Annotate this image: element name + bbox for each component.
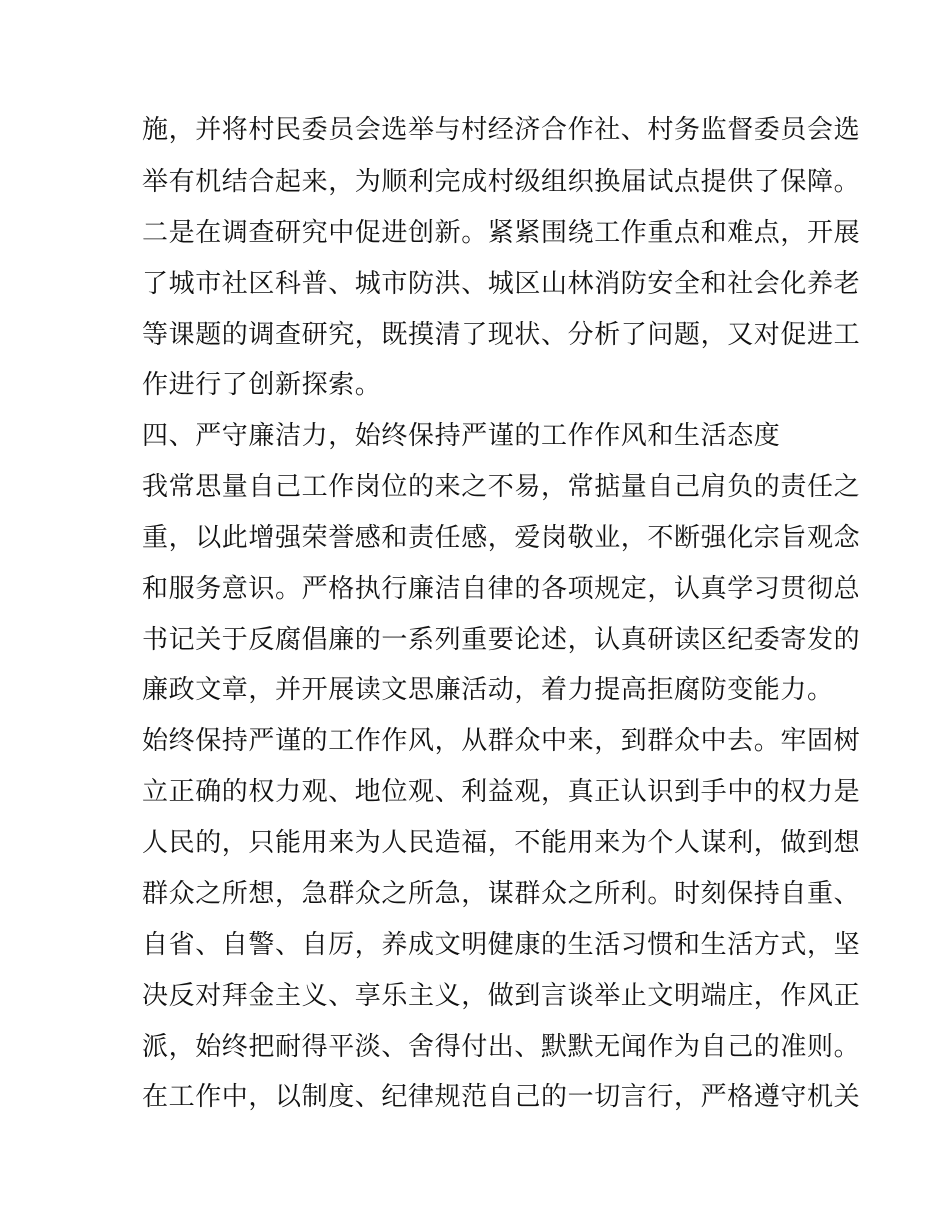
text-line: 决反对拜金主义、享乐主义，做到言谈举止文明端庄，作风正 [142,981,861,1011]
text-line: 作进行了创新探索。 [142,370,382,400]
text-line: 重，以此增强荣誉感和责任感，爱岗敬业，不断强化宗旨观念 [142,523,861,553]
text-line: 书记关于反腐倡廉的一系列重要论述，认真研读区纪委寄发的 [142,625,861,655]
text-line: 派，始终把耐得平淡、舍得付出、默默无闻作为自己的准则。 [142,1032,861,1062]
text-line: 始终保持严谨的工作作风，从群众中来，到群众中去。牢固树 [142,726,861,756]
text-line: 群众之所想，急群众之所急，谋群众之所利。时刻保持自重、 [142,879,861,909]
text-line: 自省、自警、自厉，养成文明健康的生活习惯和生活方式，坚 [142,930,861,960]
text-line: 二是在调查研究中促进创新。紧紧围绕工作重点和难点，开展 [142,218,861,248]
section-heading: 四、严守廉洁力，始终保持严谨的工作作风和生活态度 [142,421,781,451]
text-line: 我常思量自己工作岗位的来之不易，常掂量自己肩负的责任之 [142,472,861,502]
text-line: 举有机结合起来，为顺利完成村级组织换届试点提供了保障。 [142,167,861,197]
text-line: 立正确的权力观、地位观、利益观，真正认识到手中的权力是 [142,777,861,807]
text-line: 了城市社区科普、城市防洪、城区山林消防安全和社会化养老 [142,269,861,299]
text-line: 和服务意识。严格执行廉洁自律的各项规定，认真学习贯彻总 [142,574,861,604]
text-line: 廉政文章，并开展读文思廉活动，着力提高拒腐防变能力。 [142,675,834,705]
text-line: 施，并将村民委员会选举与村经济合作社、村务监督委员会选 [142,115,861,145]
text-line: 在工作中，以制度、纪律规范自己的一切言行，严格遵守机关 [142,1082,861,1112]
text-line: 人民的，只能用来为人民造福，不能用来为个人谋利，做到想 [142,828,861,858]
text-line: 等课题的调查研究，既摸清了现状、分析了问题，又对促进工 [142,320,861,350]
